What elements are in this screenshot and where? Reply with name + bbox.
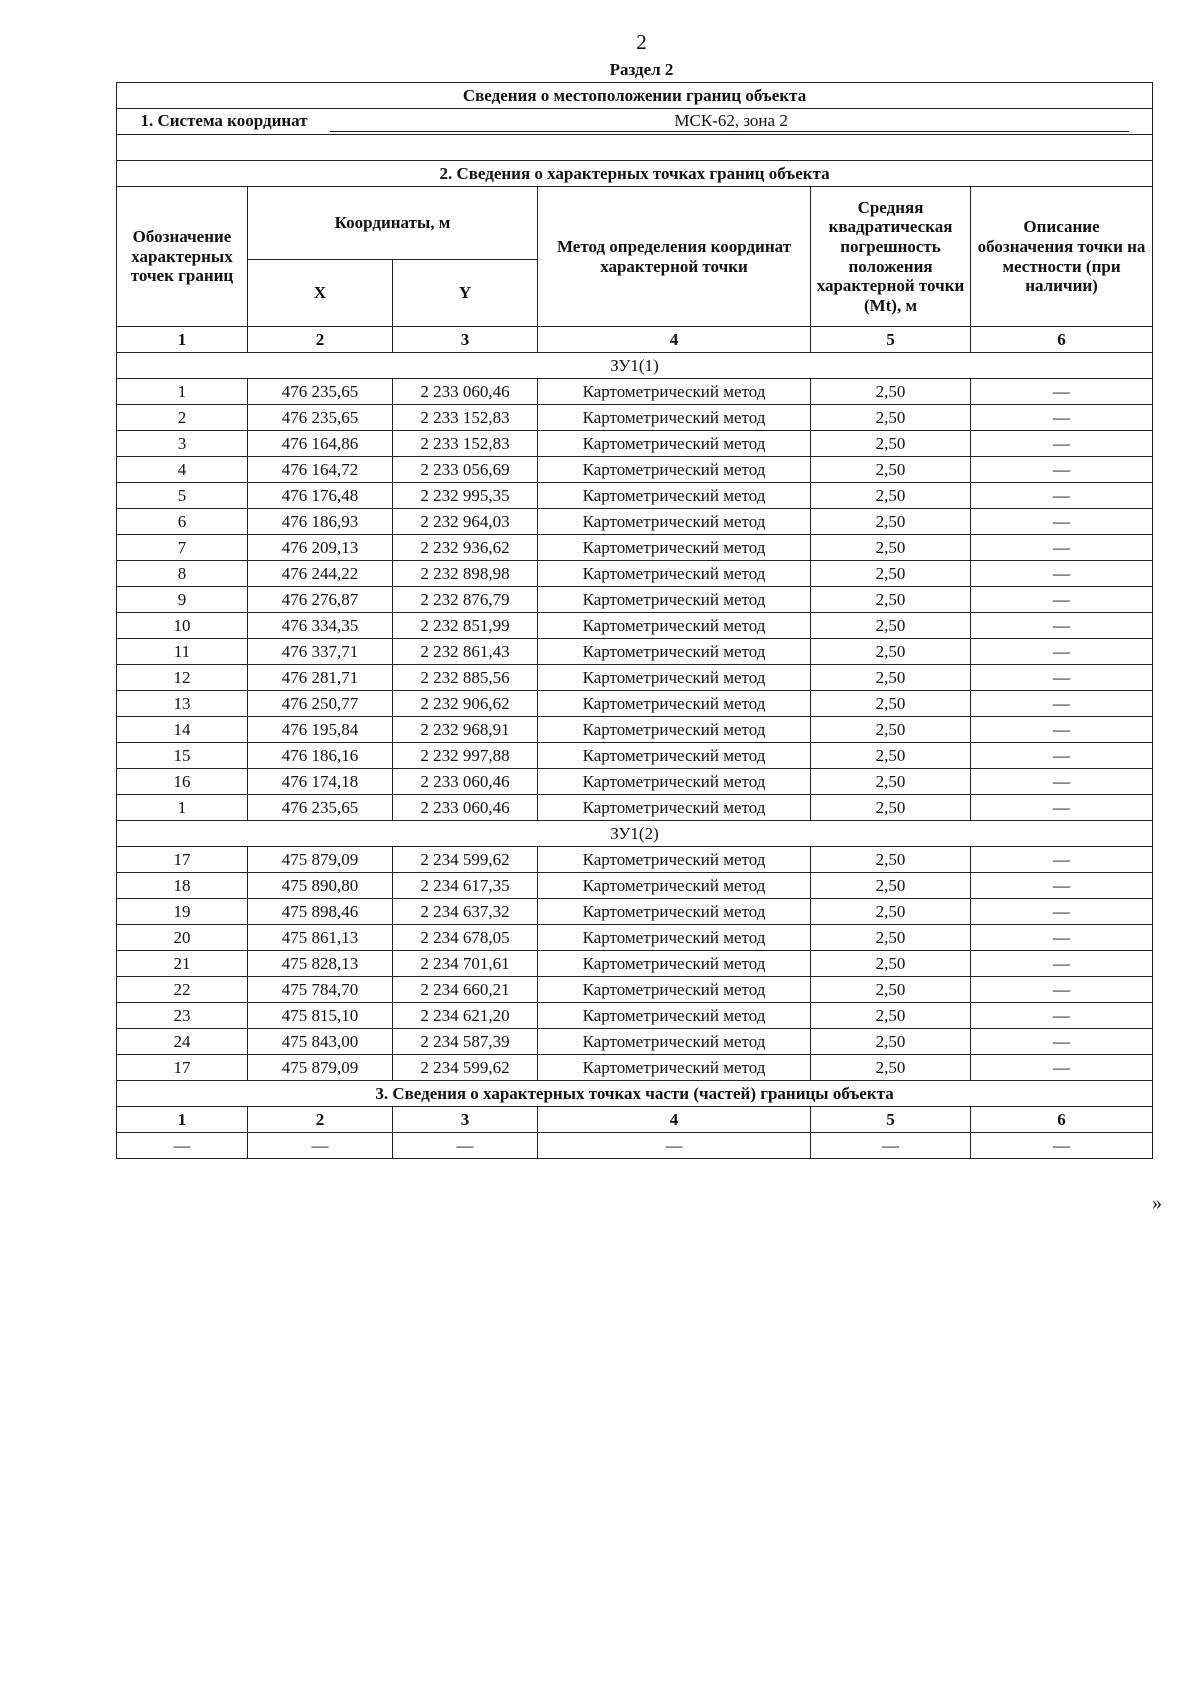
closing-quote: »	[1152, 1192, 1162, 1214]
coord-system-label: 1. Система координат	[140, 111, 308, 131]
table-cell: —	[117, 1133, 248, 1159]
table-cell: 476 164,86	[248, 431, 393, 457]
table-cell: 9	[117, 587, 248, 613]
table-cell: 2,50	[811, 405, 971, 431]
table-cell: 8	[117, 561, 248, 587]
table-cell: 476 235,65	[248, 405, 393, 431]
table-cell: 1	[117, 379, 248, 405]
table-cell: 2 232 885,56	[393, 665, 538, 691]
table-cell: —	[393, 1133, 538, 1159]
table-cell: 2,50	[811, 899, 971, 925]
table-cell: 476 244,22	[248, 561, 393, 587]
table-cell: 18	[117, 873, 248, 899]
table-cell: —	[971, 561, 1153, 587]
table-cell: —	[971, 613, 1153, 639]
table-cell: 476 337,71	[248, 639, 393, 665]
table-cell: Картометрический метод	[538, 1003, 811, 1029]
table-cell: 475 815,10	[248, 1003, 393, 1029]
table-cell: 2,50	[811, 795, 971, 821]
table-cell: 2 234 678,05	[393, 925, 538, 951]
table-row	[117, 977, 1153, 1003]
table-cell: 2,50	[811, 457, 971, 483]
table-cell: 3	[117, 431, 248, 457]
table-row	[117, 561, 1153, 587]
table-cell: 476 195,84	[248, 717, 393, 743]
table-cell: Картометрический метод	[538, 717, 811, 743]
table-cell: 475 828,13	[248, 951, 393, 977]
table-cell: Картометрический метод	[538, 587, 811, 613]
table-cell: Картометрический метод	[538, 509, 811, 535]
table-cell: 6	[117, 509, 248, 535]
table-cell: 2 232 995,35	[393, 483, 538, 509]
table-cell: 2 232 898,98	[393, 561, 538, 587]
column-number: 6	[971, 1107, 1153, 1133]
table-cell: 20	[117, 925, 248, 951]
table-cell: 10	[117, 613, 248, 639]
table-cell: 12	[117, 665, 248, 691]
table-cell: 476 174,18	[248, 769, 393, 795]
table-row	[117, 717, 1153, 743]
table-row	[117, 1055, 1153, 1081]
table-cell: 2 233 060,46	[393, 379, 538, 405]
table-cell: 14	[117, 717, 248, 743]
table-cell: 476 164,72	[248, 457, 393, 483]
table-cell: 2 232 997,88	[393, 743, 538, 769]
table-cell: —	[971, 665, 1153, 691]
table-cell: —	[971, 795, 1153, 821]
table-cell: Картометрический метод	[538, 405, 811, 431]
coord-system-value: МСК-62, зона 2	[330, 111, 1129, 132]
table-cell: Картометрический метод	[538, 613, 811, 639]
table-cell: 476 235,65	[248, 795, 393, 821]
table-cell: —	[971, 483, 1153, 509]
table-cell: 15	[117, 743, 248, 769]
column-number: 1	[117, 327, 248, 353]
column-number: 2	[248, 1107, 393, 1133]
table-title: Сведения о местоположении границ объекта	[117, 83, 1153, 109]
table-cell: 2	[117, 405, 248, 431]
column-number: 1	[117, 1107, 248, 1133]
table-cell: 2 232 851,99	[393, 613, 538, 639]
table-cell: 2,50	[811, 665, 971, 691]
table-cell: 2,50	[811, 509, 971, 535]
table-cell: 2 234 701,61	[393, 951, 538, 977]
column-number: 5	[811, 1107, 971, 1133]
table-cell: 2,50	[811, 1003, 971, 1029]
table-cell: —	[971, 1003, 1153, 1029]
table-cell: Картометрический метод	[538, 1055, 811, 1081]
table-cell: —	[971, 457, 1153, 483]
table-cell: 476 176,48	[248, 483, 393, 509]
table-cell: —	[971, 847, 1153, 873]
table-cell: 22	[117, 977, 248, 1003]
table-cell: 19	[117, 899, 248, 925]
parts-title: 3. Сведения о характерных точках части (частей) границы объекта	[117, 1081, 1153, 1107]
table-cell: 475 879,09	[248, 847, 393, 873]
table-cell: 2,50	[811, 847, 971, 873]
header-x: X	[248, 260, 393, 327]
table-cell: 476 250,77	[248, 691, 393, 717]
table-row	[117, 665, 1153, 691]
table-cell: 2 234 637,32	[393, 899, 538, 925]
header-description: Описание обозначения точки на местности (при наличии)	[971, 187, 1153, 327]
table-cell: 2,50	[811, 483, 971, 509]
table-row	[117, 951, 1153, 977]
table-cell: Картометрический метод	[538, 431, 811, 457]
table-row	[117, 509, 1153, 535]
table-cell: 475 843,00	[248, 1029, 393, 1055]
table-cell: 4	[117, 457, 248, 483]
table-cell: 2 232 861,43	[393, 639, 538, 665]
table-cell: —	[971, 769, 1153, 795]
table-cell: 2 234 599,62	[393, 1055, 538, 1081]
table-row	[117, 379, 1153, 405]
table-cell: —	[971, 379, 1153, 405]
table-cell: 2 234 599,62	[393, 847, 538, 873]
table-cell: 475 784,70	[248, 977, 393, 1003]
table-row	[117, 743, 1153, 769]
column-number: 3	[393, 327, 538, 353]
table-cell: 11	[117, 639, 248, 665]
table-cell: 2 233 152,83	[393, 431, 538, 457]
table-cell: 2 232 964,03	[393, 509, 538, 535]
table-cell: 7	[117, 535, 248, 561]
table-row	[117, 769, 1153, 795]
table-cell: 476 186,93	[248, 509, 393, 535]
table-cell: —	[971, 925, 1153, 951]
table-cell: 2,50	[811, 977, 971, 1003]
table-cell: —	[971, 873, 1153, 899]
parts-row	[117, 1133, 1153, 1159]
table-cell: —	[971, 1029, 1153, 1055]
table-cell: 475 879,09	[248, 1055, 393, 1081]
table-cell: 2,50	[811, 1055, 971, 1081]
table-cell: Картометрический метод	[538, 1029, 811, 1055]
table-cell: —	[971, 717, 1153, 743]
table-cell: 476 276,87	[248, 587, 393, 613]
table-cell: 2,50	[811, 743, 971, 769]
table-cell: Картометрический метод	[538, 483, 811, 509]
table-row	[117, 535, 1153, 561]
table-cell: Картометрический метод	[538, 977, 811, 1003]
table-cell: Картометрический метод	[538, 457, 811, 483]
table-row	[117, 431, 1153, 457]
group-name: ЗУ1(1)	[117, 353, 1153, 379]
table-cell: 2 232 968,91	[393, 717, 538, 743]
table-cell: Картометрический метод	[538, 561, 811, 587]
table-cell: —	[538, 1133, 811, 1159]
table-cell: 2,50	[811, 639, 971, 665]
table-cell: 2 234 621,20	[393, 1003, 538, 1029]
table-cell: 475 861,13	[248, 925, 393, 951]
table-row	[117, 795, 1153, 821]
table-cell: —	[971, 951, 1153, 977]
group-header-row	[117, 353, 1153, 379]
section-title: Раздел 2	[609, 60, 674, 79]
header-designation: Обозначение характерных точек границ	[117, 187, 248, 327]
table-row	[117, 587, 1153, 613]
table-cell: 2,50	[811, 717, 971, 743]
parts-column-number-row	[117, 1107, 1153, 1133]
table-cell: 2 234 587,39	[393, 1029, 538, 1055]
table-row	[117, 483, 1153, 509]
table-row	[117, 405, 1153, 431]
table-cell: 21	[117, 951, 248, 977]
column-number-row	[117, 327, 1153, 353]
header-error: Средняя квадратическая погрешность положения характерной точки (Mt), м	[811, 187, 971, 327]
table-cell: 2,50	[811, 951, 971, 977]
table-cell: 476 235,65	[248, 379, 393, 405]
table-cell: 475 898,46	[248, 899, 393, 925]
table-cell: 2,50	[811, 587, 971, 613]
table-cell: 2 233 056,69	[393, 457, 538, 483]
table-cell: 2 233 060,46	[393, 769, 538, 795]
table-row	[117, 613, 1153, 639]
table-cell: —	[971, 899, 1153, 925]
table-cell: —	[971, 509, 1153, 535]
table-cell: Картометрический метод	[538, 379, 811, 405]
table-cell: 2 232 906,62	[393, 691, 538, 717]
table-cell: Картометрический метод	[538, 691, 811, 717]
column-number: 4	[538, 327, 811, 353]
table-cell: —	[811, 1133, 971, 1159]
table-cell: Картометрический метод	[538, 639, 811, 665]
table-cell: 24	[117, 1029, 248, 1055]
table-cell: Картометрический метод	[538, 743, 811, 769]
table-cell: 2 233 152,83	[393, 405, 538, 431]
table-cell: —	[971, 743, 1153, 769]
table-cell: —	[971, 1133, 1153, 1159]
table-cell: 2,50	[811, 613, 971, 639]
table-cell: 23	[117, 1003, 248, 1029]
page-number: 2	[636, 30, 647, 54]
table-row	[117, 1029, 1153, 1055]
table-cell: Картометрический метод	[538, 847, 811, 873]
table-cell: 13	[117, 691, 248, 717]
table-cell: 2 234 660,21	[393, 977, 538, 1003]
table-cell: 476 209,13	[248, 535, 393, 561]
points-title: 2. Сведения о характерных точках границ объекта	[117, 161, 1153, 187]
table-cell: Картометрический метод	[538, 925, 811, 951]
table-cell: Картометрический метод	[538, 899, 811, 925]
table-cell: 17	[117, 1055, 248, 1081]
table-row	[117, 899, 1153, 925]
table-cell: 476 334,35	[248, 613, 393, 639]
table-cell: 2,50	[811, 1029, 971, 1055]
table-cell: 2,50	[811, 379, 971, 405]
table-cell: Картометрический метод	[538, 769, 811, 795]
group-name: ЗУ1(2)	[117, 821, 1153, 847]
table-row	[117, 457, 1153, 483]
table-cell: 2,50	[811, 925, 971, 951]
table-cell: —	[971, 977, 1153, 1003]
table-cell: 2 232 936,62	[393, 535, 538, 561]
coord-system-row	[117, 109, 1153, 135]
header-method: Метод определения координат характерной точки	[538, 187, 811, 327]
column-number: 5	[811, 327, 971, 353]
table-row	[117, 925, 1153, 951]
table-cell: —	[971, 1055, 1153, 1081]
table-cell: 475 890,80	[248, 873, 393, 899]
table-cell: —	[971, 535, 1153, 561]
table-cell: 2,50	[811, 873, 971, 899]
table-cell: Картометрический метод	[538, 795, 811, 821]
table-row	[117, 691, 1153, 717]
column-number: 2	[248, 327, 393, 353]
column-number: 4	[538, 1107, 811, 1133]
table-cell: 17	[117, 847, 248, 873]
table-cell: Картометрический метод	[538, 535, 811, 561]
table-cell: —	[248, 1133, 393, 1159]
column-number: 6	[971, 327, 1153, 353]
group-header-row	[117, 821, 1153, 847]
table-cell: Картометрический метод	[538, 951, 811, 977]
table-cell: 2,50	[811, 691, 971, 717]
table-cell: 2 234 617,35	[393, 873, 538, 899]
header-coords: Координаты, м	[248, 187, 538, 260]
table-cell: —	[971, 691, 1153, 717]
table-cell: 5	[117, 483, 248, 509]
table-row	[117, 873, 1153, 899]
table-cell: Картометрический метод	[538, 873, 811, 899]
table-cell: 2,50	[811, 535, 971, 561]
table-row	[117, 639, 1153, 665]
table-row	[117, 847, 1153, 873]
table-cell: 2 232 876,79	[393, 587, 538, 613]
table-cell: 476 281,71	[248, 665, 393, 691]
table-cell: 2,50	[811, 769, 971, 795]
table-cell: —	[971, 431, 1153, 457]
table-cell: —	[971, 639, 1153, 665]
table-cell: 476 186,16	[248, 743, 393, 769]
table-cell: 2,50	[811, 431, 971, 457]
table-cell: —	[971, 587, 1153, 613]
boundary-table	[116, 82, 1153, 1159]
table-cell: 2 233 060,46	[393, 795, 538, 821]
table-cell: Картометрический метод	[538, 665, 811, 691]
table-cell: 2,50	[811, 561, 971, 587]
table-cell: 16	[117, 769, 248, 795]
table-cell: 1	[117, 795, 248, 821]
header-y: Y	[393, 260, 538, 327]
table-row	[117, 1003, 1153, 1029]
table-cell: —	[971, 405, 1153, 431]
column-number: 3	[393, 1107, 538, 1133]
